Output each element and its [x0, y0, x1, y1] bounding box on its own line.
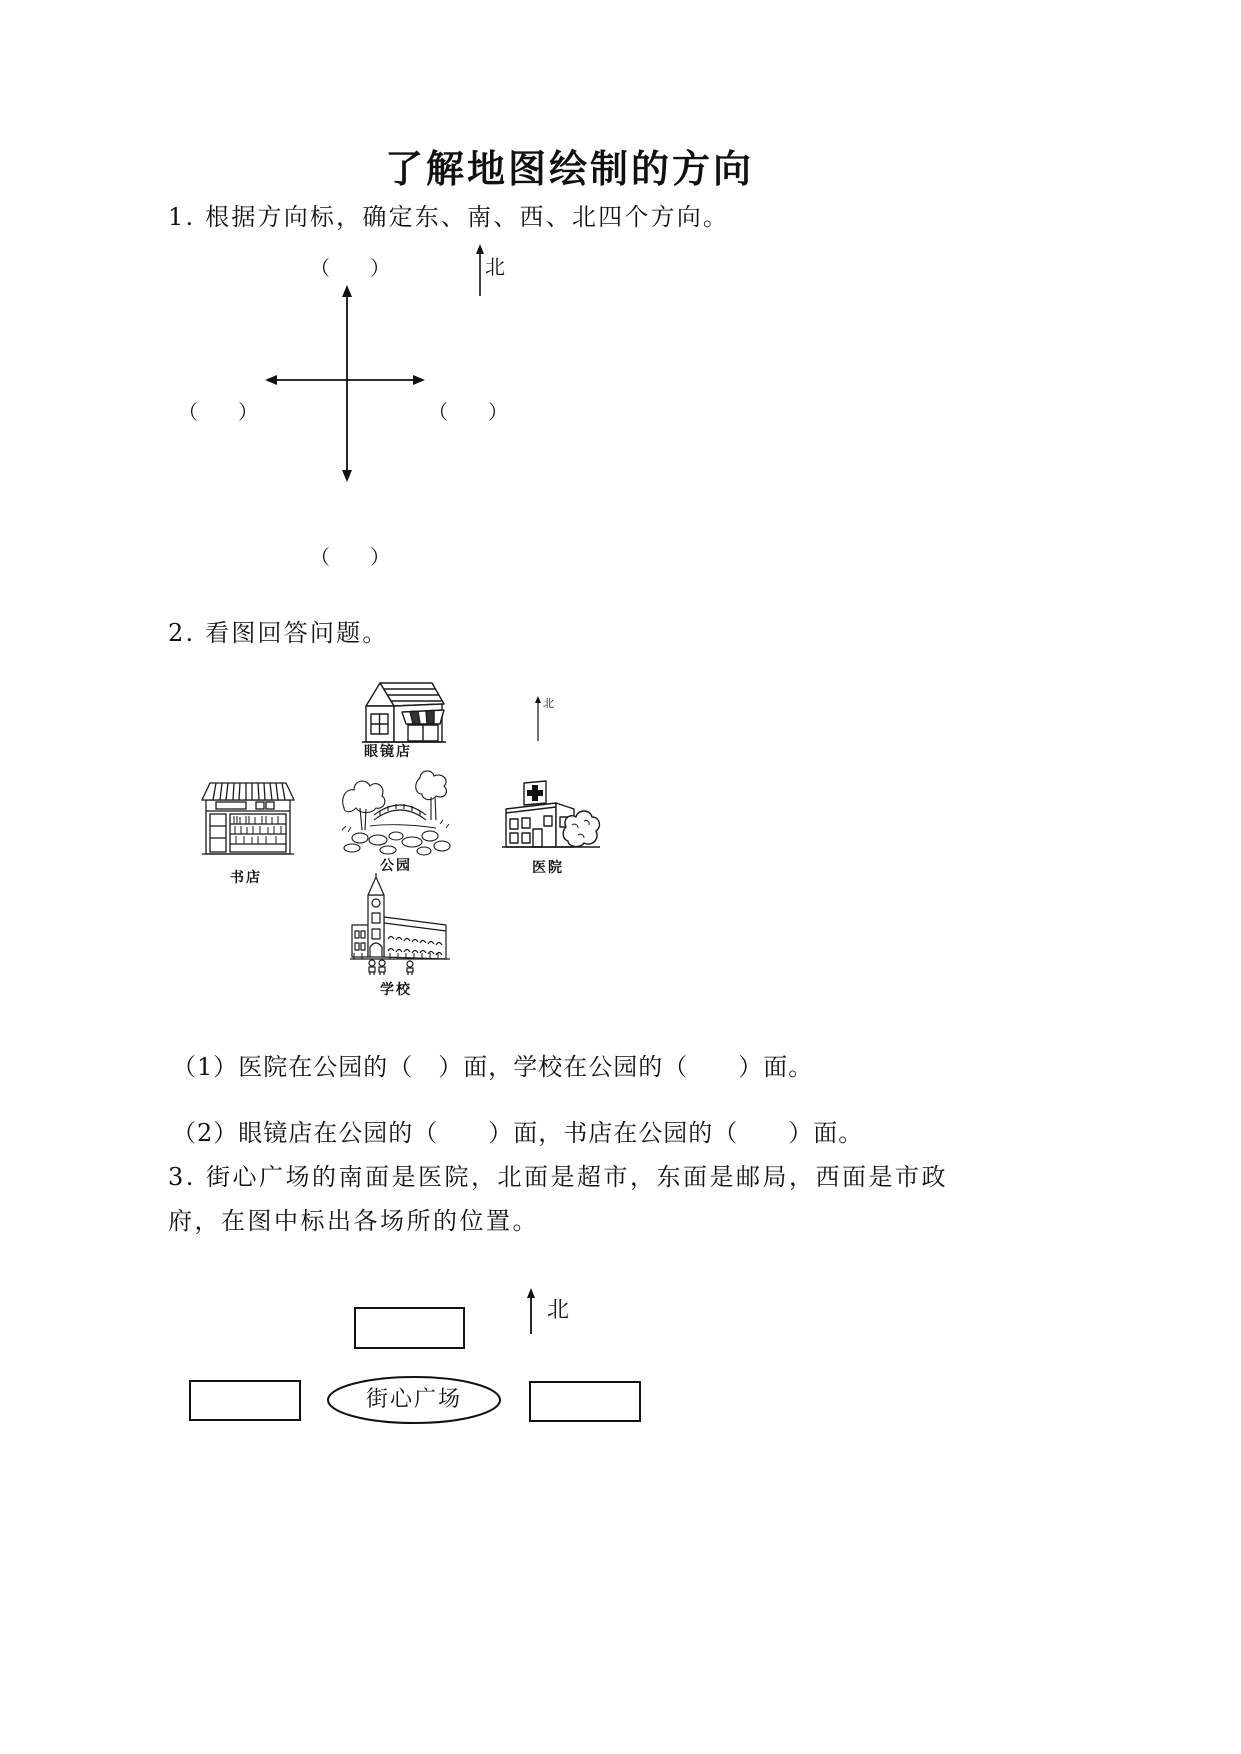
glasses-shop-illustration — [360, 678, 446, 744]
north-arrow-icon — [521, 1288, 541, 1336]
north-label: 北 — [543, 697, 554, 710]
question-2-prompt: 2. 看图回答问题。 — [168, 619, 389, 647]
question-2-sub-1: （1）医院在公园的（ ）面，学校在公园的（ ）面。 — [172, 1053, 814, 1081]
park-illustration — [340, 768, 452, 856]
worksheet-title: 了解地图绘制的方向 — [385, 146, 755, 191]
striped-awning — [402, 710, 444, 724]
blank-left: （ ） — [178, 400, 258, 424]
north-label: 北 — [485, 255, 505, 279]
horizontal-axis-arrow — [265, 375, 425, 385]
blank-top: （ ） — [310, 256, 390, 280]
vertical-axis-arrow — [342, 285, 352, 482]
glasses-shop-label: 眼镜店 — [364, 744, 412, 760]
north-label: 北 — [547, 1298, 570, 1323]
answer-box-west — [189, 1380, 301, 1421]
compass-cross-icon — [255, 275, 435, 490]
question-3-prompt-line-2: 府，在图中标出各场所的位置。 — [168, 1207, 539, 1235]
blank-bottom: （ ） — [310, 545, 390, 569]
bridge — [374, 810, 426, 820]
question-2-sub-2: （2）眼镜店在公园的（ ）面，书店在公园的（ ）面。 — [172, 1119, 864, 1147]
question-3-prompt-line-1: 3. 街心广场的南面是医院，北面是超市，东面是邮局，西面是市政 — [168, 1163, 949, 1191]
bookstore-illustration — [200, 780, 296, 856]
blank-right: （ ） — [428, 400, 508, 424]
bookstore-label: 书店 — [230, 870, 262, 886]
hospital-label: 医院 — [532, 860, 564, 876]
bush-icon — [563, 811, 599, 847]
tree-icon — [343, 781, 385, 812]
answer-box-east — [529, 1381, 641, 1422]
answer-box-north — [354, 1307, 465, 1349]
school-illustration — [350, 873, 450, 975]
square-label: 街心广场 — [365, 1387, 462, 1412]
park-label: 公园 — [380, 858, 412, 874]
hospital-illustration — [500, 773, 602, 853]
student-figures — [369, 960, 413, 975]
tree-icon — [416, 771, 447, 800]
question-1-prompt: 1. 根据方向标，确定东、南、西、北四个方向。 — [168, 203, 730, 231]
school-label: 学校 — [380, 982, 412, 998]
